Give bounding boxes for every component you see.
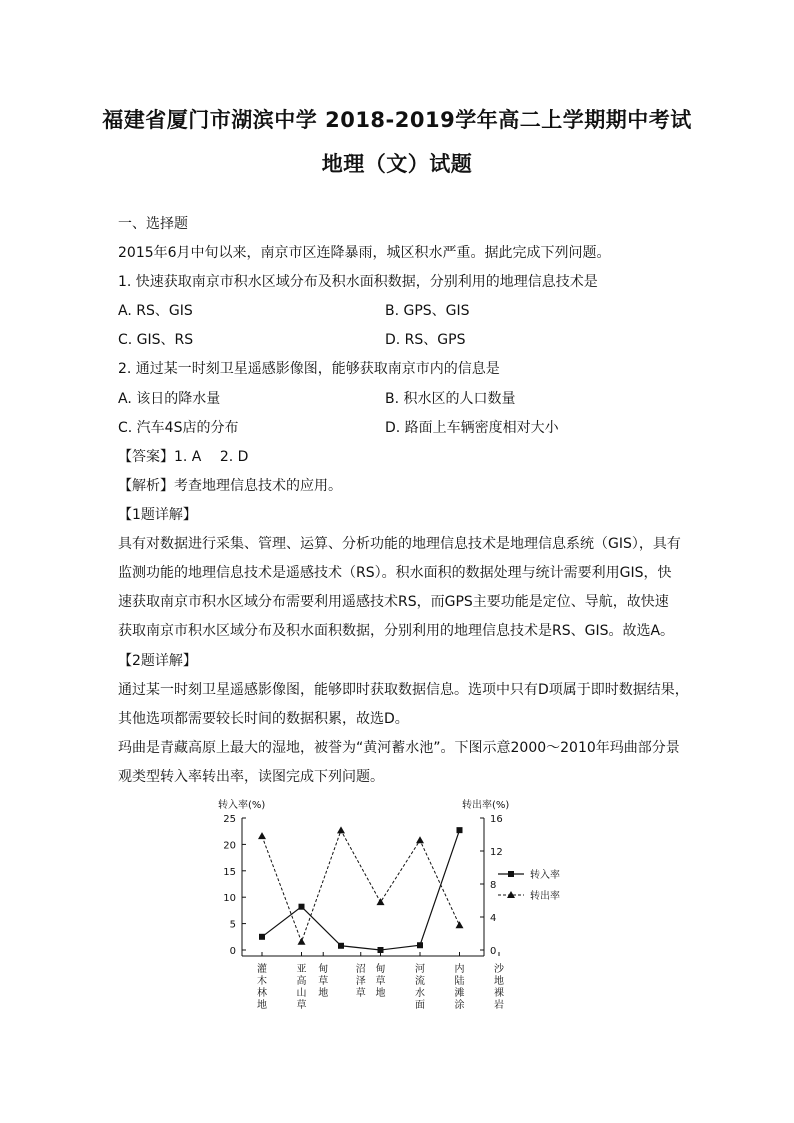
right-tick-label: 12 bbox=[490, 847, 503, 858]
x-category-label: 甸草地 bbox=[375, 964, 386, 999]
analysis: 【解析】考查地理信息技术的应用。 bbox=[118, 478, 342, 494]
series-in-point bbox=[299, 904, 305, 910]
series-out-point bbox=[258, 832, 266, 839]
x-category-label: 灌木林地 bbox=[257, 964, 267, 1011]
series-out-point bbox=[337, 826, 345, 833]
right-tick-label: 4 bbox=[490, 913, 497, 924]
left-axis-title: 转入率(%) bbox=[218, 800, 266, 811]
x-category-label: 河流水面 bbox=[415, 964, 425, 1011]
group2-intro-line: 观类型转入率转出率，读图完成下列问题。 bbox=[118, 769, 384, 785]
legend-in-marker bbox=[508, 871, 514, 877]
group1-intro: 2015年6月中旬以来，南京市区连降暴雨，城区积水严重。据此完成下列问题。 bbox=[118, 245, 611, 261]
group2-intro-line: 玛曲是青藏高原上最大的湿地，被誉为“黄河蓄水池”。下图示意2000～2010年玛曲部分景 bbox=[118, 740, 680, 756]
section-heading: 一、选择题 bbox=[118, 216, 188, 232]
answer: 【答案】1. A 2. D bbox=[118, 449, 249, 465]
q1-option-c: C. GIS、RS bbox=[118, 332, 194, 348]
right-tick-label: 16 bbox=[490, 814, 503, 825]
q2-stem: 2. 通过某一时刻卫星遥感影像图，能够获取南京市内的信息是 bbox=[118, 361, 500, 377]
x-category-label: 沙地裸岩 bbox=[494, 964, 504, 1011]
detail1-line: 监测功能的地理信息技术是遥感技术（RS）。积水面积的数据处理与统计需要利用GIS，快 bbox=[118, 565, 672, 581]
x-category-label: 甸草地 bbox=[318, 964, 329, 999]
detail1-line: 速获取南京市积水区域分布需要利用遥感技术RS，而GPS主要功能是定位、导航，故快速 bbox=[118, 594, 669, 610]
series-out-point bbox=[377, 898, 385, 905]
doc-title-line2: 地理（文）试题 bbox=[321, 152, 473, 176]
detail1-heading: 【1题详解】 bbox=[118, 507, 197, 523]
q1-option-a: A. RS、GIS bbox=[118, 303, 193, 319]
x-category-label: 内陆滩涂 bbox=[454, 964, 465, 1011]
series-in-point bbox=[378, 947, 384, 953]
legend-in-label: 转入率 bbox=[530, 870, 560, 881]
series-in-line bbox=[262, 830, 460, 950]
q2-option-d: D. 路面上车辆密度相对大小 bbox=[385, 420, 559, 436]
x-category-label: 亚高山草 bbox=[296, 964, 307, 1011]
detail2-line: 通过某一时刻卫星遥感影像图，能够即时获取数据信息。选项中只有D项属于即时数据结果， bbox=[118, 682, 689, 698]
series-in-point bbox=[338, 943, 344, 949]
x-category-label: 沼泽草 bbox=[355, 964, 366, 999]
left-tick-label: 20 bbox=[223, 840, 236, 852]
detail1-line: 具有对数据进行采集、管理、运算、分析功能的地理信息技术是地理信息系统（GIS），具有 bbox=[118, 536, 681, 552]
series-in-point bbox=[259, 934, 265, 940]
q2-option-c: C. 汽车4S店的分布 bbox=[118, 420, 239, 436]
series-in-point bbox=[457, 827, 463, 833]
legend-out-label: 转出率 bbox=[530, 891, 560, 902]
detail2-line: 其他选项都需要较长时间的数据积累，故选D。 bbox=[118, 711, 409, 727]
right-axis-title: 转出率(%) bbox=[462, 800, 510, 811]
right-tick-label: 8 bbox=[490, 880, 497, 891]
detail1-line: 获取南京市积水区域分布及积水面积数据，分别利用的地理信息技术是RS、GIS。故选A。 bbox=[118, 623, 675, 639]
left-tick-label: 15 bbox=[223, 866, 236, 878]
left-tick-label: 5 bbox=[229, 919, 236, 931]
q2-option-a: A. 该日的降水量 bbox=[118, 391, 221, 407]
left-tick-label: 0 bbox=[229, 946, 236, 957]
series-out-point bbox=[456, 921, 464, 928]
series-out-line bbox=[262, 830, 460, 941]
series-out-point bbox=[298, 938, 306, 945]
q2-option-b: B. 积水区的人口数量 bbox=[385, 391, 516, 407]
series-in-point bbox=[417, 942, 423, 948]
left-tick-label: 10 bbox=[223, 893, 236, 905]
detail2-heading: 【2题详解】 bbox=[118, 653, 197, 669]
q1-option-d: D. RS、GPS bbox=[385, 332, 466, 348]
q1-option-b: B. GPS、GIS bbox=[385, 303, 470, 319]
q1-stem: 1. 快速获取南京市积水区域分布及积水面积数据，分别利用的地理信息技术是 bbox=[118, 274, 598, 290]
left-tick-label: 25 bbox=[223, 814, 236, 825]
series-out-point bbox=[416, 836, 424, 843]
right-tick-label: 0 bbox=[490, 946, 497, 957]
doc-title-line1: 福建省厦门市湖滨中学 2018-2019学年高二上学期期中考试 bbox=[102, 108, 692, 132]
